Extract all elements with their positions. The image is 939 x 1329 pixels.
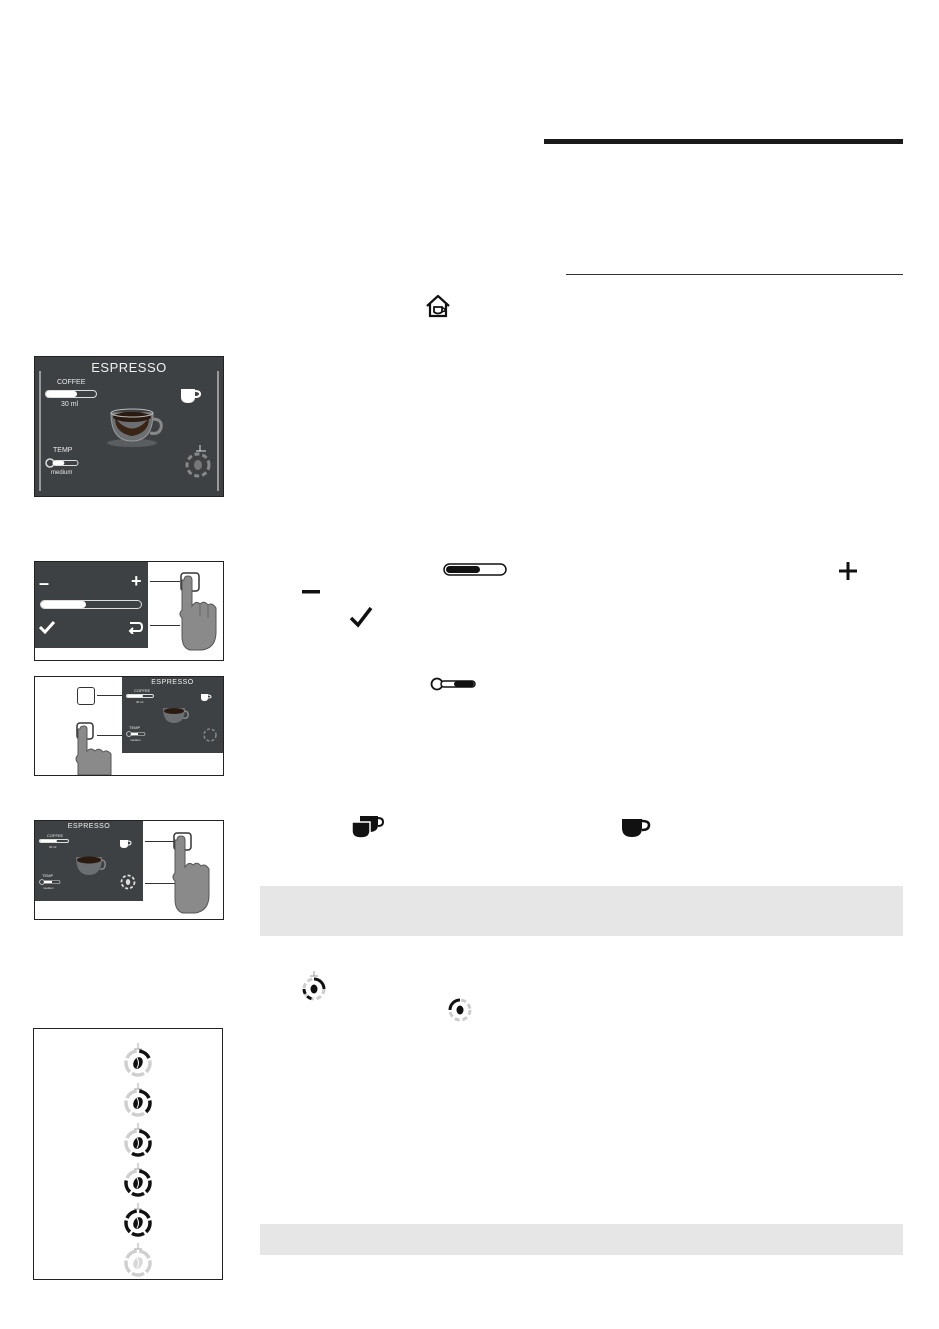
- small-thermometer: [39, 879, 61, 885]
- small-coffee-label: COFFEE: [47, 833, 64, 838]
- plus-icon[interactable]: +: [131, 571, 142, 591]
- screen-title: ESPRESSO: [91, 360, 167, 375]
- note-box-2: [260, 1224, 903, 1255]
- volume-bar-icon: [443, 563, 507, 576]
- mini-temp-value: medium: [130, 738, 141, 742]
- coffee-volume-bar[interactable]: [45, 390, 97, 398]
- mini-aroma-icon: [201, 723, 219, 743]
- mini-temp-label: TEMP: [129, 725, 141, 730]
- aroma-level-icon: [120, 1081, 156, 1119]
- coffee-volume-text: 30 ml: [61, 401, 79, 408]
- adjust-screen: [35, 562, 148, 648]
- aroma-strength-icon[interactable]: [181, 443, 215, 479]
- mini-thermometer: [126, 731, 146, 737]
- double-cup-icon: [350, 815, 384, 839]
- temp-value-text: medium: [51, 470, 73, 476]
- thermometer-icon: [430, 677, 476, 691]
- mini-single-cup-icon: [200, 693, 212, 702]
- mini-coffee-volume: 30 ml: [136, 700, 144, 704]
- small-coffee-volume: 30 ml: [49, 845, 57, 849]
- aroma-levels-panel: [33, 1028, 223, 1280]
- minus-icon: [302, 590, 320, 594]
- mini-screen-title: ESPRESSO: [151, 679, 194, 686]
- cup-select-panel: [34, 820, 224, 920]
- small-cup-image: [73, 851, 107, 879]
- small-aroma-icon: [119, 873, 137, 891]
- mini-coffee-label: COFFEE: [134, 688, 151, 693]
- pointer-line-a: [97, 695, 123, 696]
- volume-adjust-panel: [34, 561, 224, 661]
- minus-icon[interactable]: –: [39, 573, 50, 593]
- right-edge-line: [217, 371, 219, 491]
- pressing-hand-icon: [176, 570, 220, 652]
- mini-coffee-bar: [126, 694, 154, 698]
- mini-espresso-screen: [122, 677, 223, 753]
- temp-thermometer[interactable]: [45, 458, 79, 468]
- hand-press-icon: [73, 721, 123, 775]
- top-button-square[interactable]: [77, 687, 95, 705]
- home-cup-icon: [424, 293, 452, 319]
- mini-cup-image: [160, 703, 190, 727]
- aroma-level-icon: [120, 1041, 156, 1079]
- small-temp-label: TEMP: [42, 873, 54, 878]
- plus-icon: [838, 561, 858, 581]
- left-edge-line: [39, 371, 41, 491]
- aroma-level-icon: [120, 1201, 156, 1239]
- aroma-strength-icon: [300, 970, 328, 1002]
- small-temp-value: medium: [43, 886, 54, 890]
- espresso-cup-image: [105, 403, 165, 449]
- aroma-level-icon: [120, 1121, 156, 1159]
- aroma-strength-icon-2: [446, 996, 474, 1024]
- espresso-screen-panel: [34, 356, 224, 497]
- volume-fill: [41, 601, 86, 608]
- check-icon[interactable]: [39, 620, 55, 634]
- note-box-1: [260, 886, 903, 936]
- section-rule-thick: [544, 139, 903, 144]
- aroma-level-icon: [120, 1241, 156, 1279]
- temp-select-panel: [34, 676, 224, 776]
- volume-bar[interactable]: [40, 600, 142, 609]
- temp-label: TEMP: [53, 447, 73, 454]
- single-cup-icon[interactable]: [180, 388, 202, 404]
- single-cup-icon: [621, 818, 651, 838]
- back-arrow-icon[interactable]: [127, 620, 143, 634]
- espresso-screen-small: [35, 821, 143, 901]
- pressing-hand-icon-2: [171, 831, 219, 915]
- coffee-label: COFFEE: [57, 379, 86, 386]
- check-icon: [349, 606, 373, 628]
- small-screen-title: ESPRESSO: [67, 823, 111, 830]
- coffee-volume-fill: [46, 391, 77, 397]
- small-coffee-bar: [39, 839, 69, 843]
- section-rule-thin: [566, 274, 903, 275]
- small-single-cup-icon: [119, 839, 132, 849]
- aroma-level-icon: [120, 1161, 156, 1199]
